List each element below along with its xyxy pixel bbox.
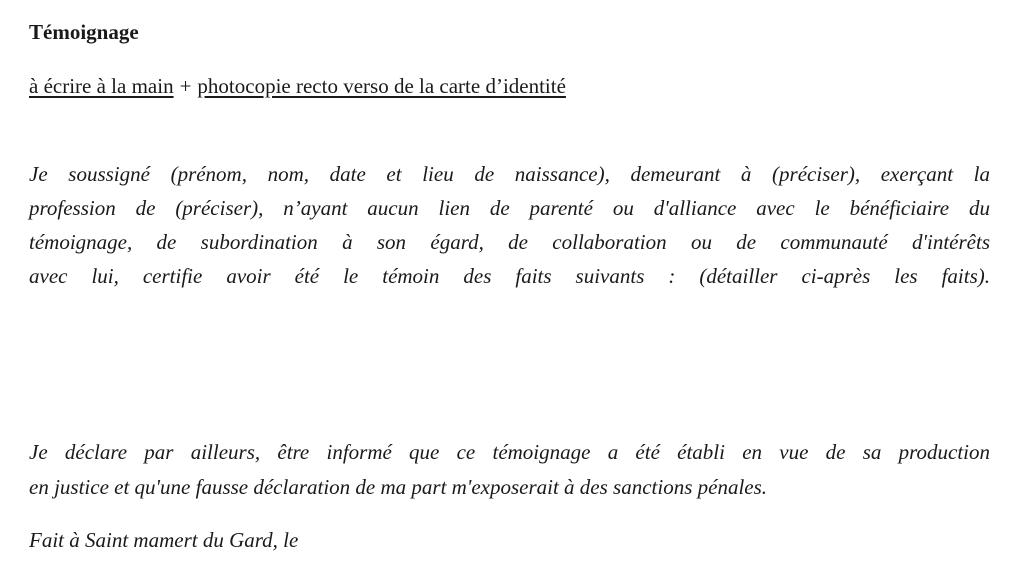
attestation-line-3: témoignage, de subordination à son égard, de collaboration ou de communauté d'intérêts [29,230,990,254]
handwritten-instruction: à écrire à la main [29,74,174,98]
document-title: Témoignage [29,20,139,44]
signoff-line: Fait à Saint mamert du Gard, le [29,528,299,552]
attestation-line-1: Je soussigné (prénom, nom, date et lieu de naissance), demeurant à (préciser), exerçant la [29,162,990,186]
attestation-line-4: avec lui, certifie avoir été le témoin des faits suivants : (détailler ci-après les faits). [29,264,990,288]
declaration-line-1: Je déclare par ailleurs, être informé que ce témoignage a été établi en vue de sa production [29,440,990,464]
attestation-paragraph [29,157,990,293]
id-copy-instruction: photocopie recto verso de la carte d’identité [197,74,566,98]
declaration-line-2: en justice et qu'une fausse déclaration de ma part m'exposerait à des sanctions pénales. [29,475,768,499]
instructions-separator: + [179,74,192,98]
instructions-line [29,71,566,101]
declaration-paragraph [29,435,990,505]
attestation-line-2: profession de (préciser), n’ayant aucun lien de parenté ou d'alliance avec le bénéficiaire du [29,196,990,220]
